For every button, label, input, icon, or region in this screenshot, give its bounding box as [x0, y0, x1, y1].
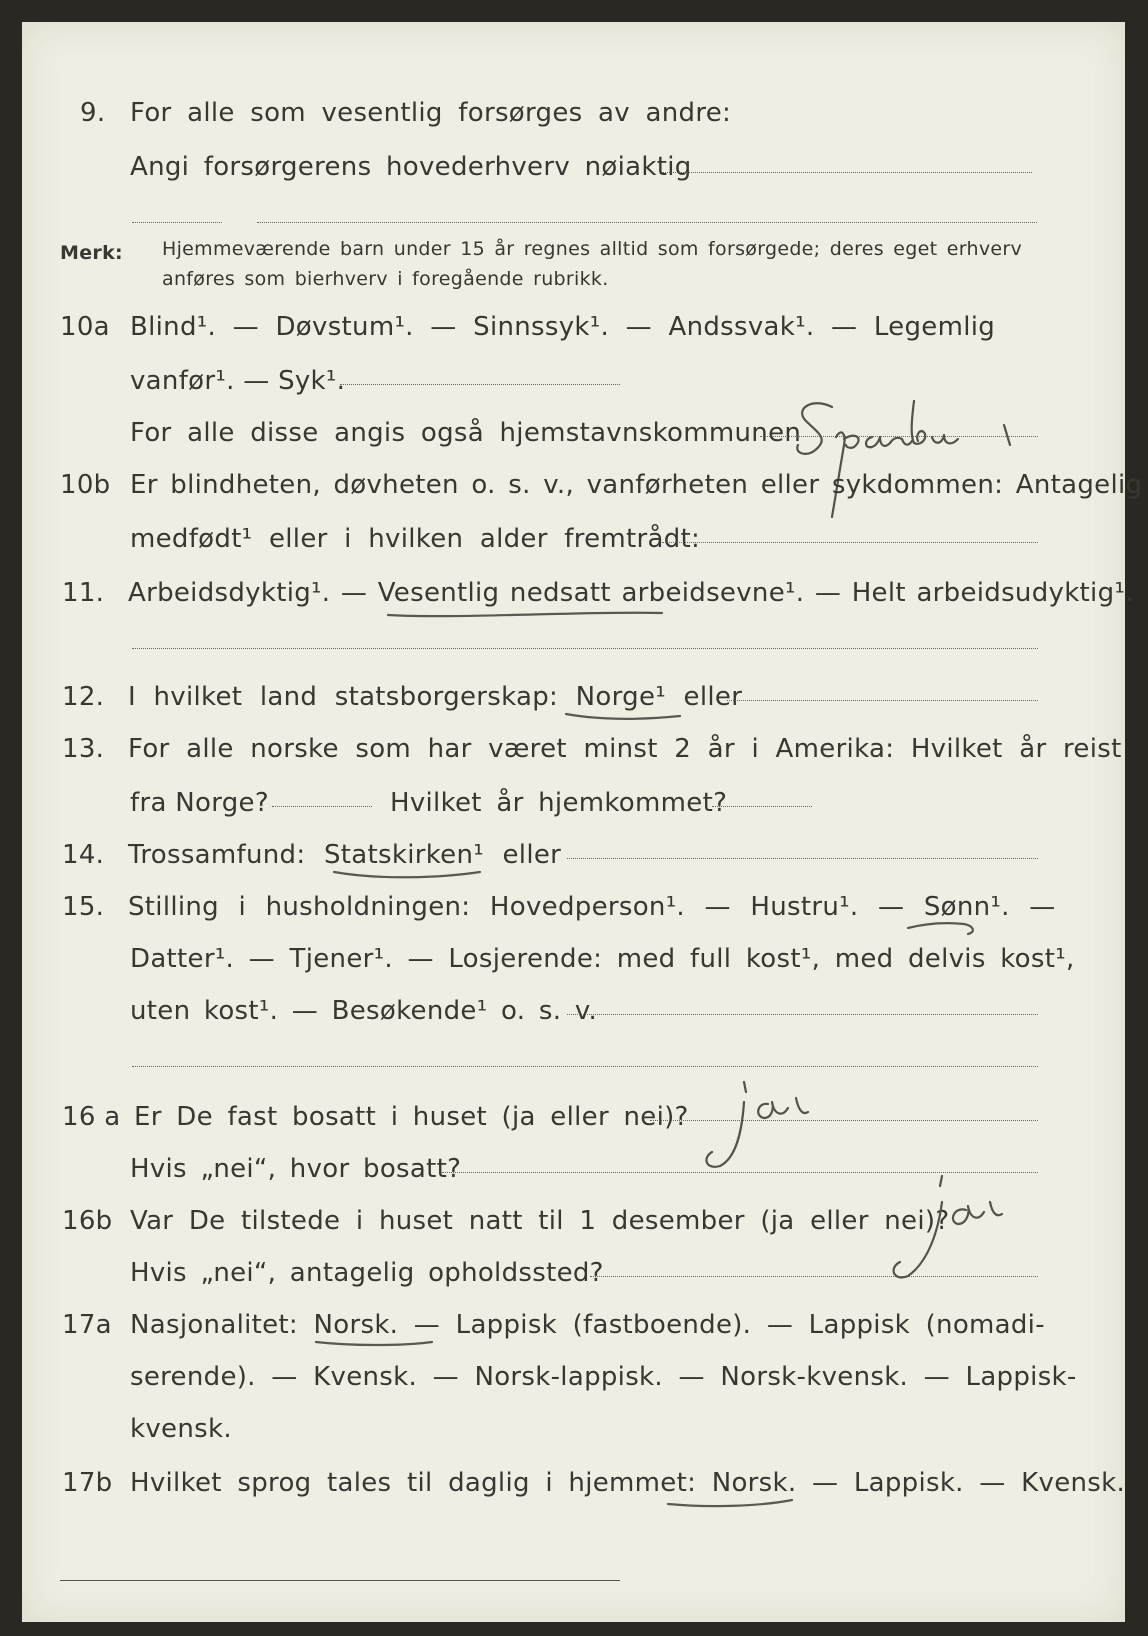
question-9-text: For alle som vesentlig forsørges av andre:	[130, 98, 732, 128]
question-9-answer-line-2a	[132, 222, 222, 223]
question-13-returned-line	[712, 806, 812, 807]
underline-sonn	[904, 918, 994, 944]
question-9-answer-line	[662, 172, 1032, 173]
census-form-page	[22, 22, 1143, 1622]
handwritten-ja-answer-2	[872, 1172, 1012, 1292]
question-10b-prompt: medfødt¹ eller i hvilken alder fremtrådt:	[130, 524, 701, 554]
underline-norge	[560, 708, 690, 728]
handwritten-ja-answer	[692, 1072, 832, 1182]
question-15-text-3: uten kost¹. — Besøkende¹ o. s. v.	[130, 996, 598, 1026]
question-13-text: For alle norske som har været minst 2 år i Amerika: Hvilket år reist	[128, 734, 1122, 764]
question-12-text: I hvilket land statsborgerskap: Norge¹ eller	[128, 682, 743, 712]
question-16a-number: 16 a	[62, 1102, 121, 1132]
underline-norsk-17b	[662, 1496, 802, 1516]
question-15-answer-line-2	[132, 1066, 1038, 1067]
question-13-departed-line	[272, 806, 372, 807]
question-11-answer-line	[132, 648, 1038, 649]
question-12-number: 12.	[62, 682, 105, 712]
question-15-number: 15.	[62, 892, 105, 922]
merk-note-line-2: anføres som bierhverv i foregående rubrikk.	[162, 268, 609, 290]
question-9-number: 9.	[80, 98, 106, 128]
underline-statskirken	[330, 868, 490, 888]
question-17a-number: 17a	[62, 1310, 112, 1340]
question-15-text: Stilling i husholdningen: Hovedperson¹. — Hustru¹. — Sønn¹. —	[128, 892, 1056, 922]
merk-note-line-1: Hjemmeværende barn under 15 år regnes alltid som forsørgede; deres eget erhverv	[162, 238, 1023, 260]
question-16b-prompt: Hvis „nei“, antagelig opholdssted?	[130, 1258, 604, 1288]
question-9-prompt: Angi forsørgerens hovederhverv nøiaktig	[130, 152, 692, 182]
question-11-number: 11.	[62, 578, 105, 608]
footnote-rule	[60, 1580, 620, 1581]
question-16b-text: Var De tilstede i huset natt til 1 desember (ja eller nei)?	[130, 1206, 950, 1236]
question-10a-answer-line	[340, 384, 620, 385]
question-10b-number: 10b	[60, 470, 111, 500]
question-9-answer-line-2b	[257, 222, 1037, 223]
question-17b-text: Hvilket sprog tales til daglig i hjemmet: Norsk. — Lappisk. — Kvensk.	[130, 1468, 1126, 1498]
question-17b-number: 17b	[62, 1468, 113, 1498]
underline-vesentlig-nedsatt	[382, 607, 682, 627]
question-17a-text-3: kvensk.	[130, 1414, 232, 1444]
question-10a-text-2: vanfør¹. — Syk¹.	[130, 366, 346, 396]
question-10b-text: Er blindheten, døvheten o. s. v., vanførheten eller sykdommen: Antagelig	[130, 470, 1143, 500]
question-15-text-2: Datter¹. — Tjener¹. — Losjerende: med full kost¹, med delvis kost¹,	[130, 944, 1075, 974]
question-16a-prompt: Hvis „nei“, hvor bosatt?	[130, 1154, 462, 1184]
question-14-text: Trossamfund: Statskirken¹ eller	[128, 840, 562, 870]
question-10a-hometown-prompt: For alle disse angis også hjemstavnskommunen	[130, 418, 802, 448]
question-12-answer-line	[727, 700, 1038, 701]
underline-norsk-17a	[312, 1336, 442, 1356]
question-14-number: 14.	[62, 840, 105, 870]
question-11-text: Arbeidsdyktig¹. — Vesentlig nedsatt arbeidsevne¹. — Helt arbeidsudyktig¹.	[128, 578, 1134, 608]
question-17a-text-2: serende). — Kvensk. — Norsk-lappisk. — Norsk-kvensk. — Lappisk-	[130, 1362, 1077, 1392]
question-15-answer-line	[567, 1014, 1038, 1015]
merk-label: Merk:	[60, 242, 123, 264]
question-14-answer-line	[567, 858, 1038, 859]
question-16a-text: Er De fast bosatt i huset (ja eller nei)?	[134, 1102, 689, 1132]
question-10a-number: 10a	[60, 312, 110, 342]
question-10b-answer-line	[662, 542, 1038, 543]
question-13-number: 13.	[62, 734, 105, 764]
question-10a-text: Blind¹. — Døvstum¹. — Sinnssyk¹. — Andssvak¹. — Legemlig	[130, 312, 996, 342]
question-17a-text: Nasjonalitet: Norsk. — Lappisk (fastboende). — Lappisk (nomadi-	[130, 1310, 1045, 1340]
question-13-returned-prompt: Hvilket år hjemkommet?	[390, 788, 728, 818]
question-13-departed-prompt: fra Norge?	[130, 788, 269, 818]
question-16b-number: 16b	[62, 1206, 113, 1236]
